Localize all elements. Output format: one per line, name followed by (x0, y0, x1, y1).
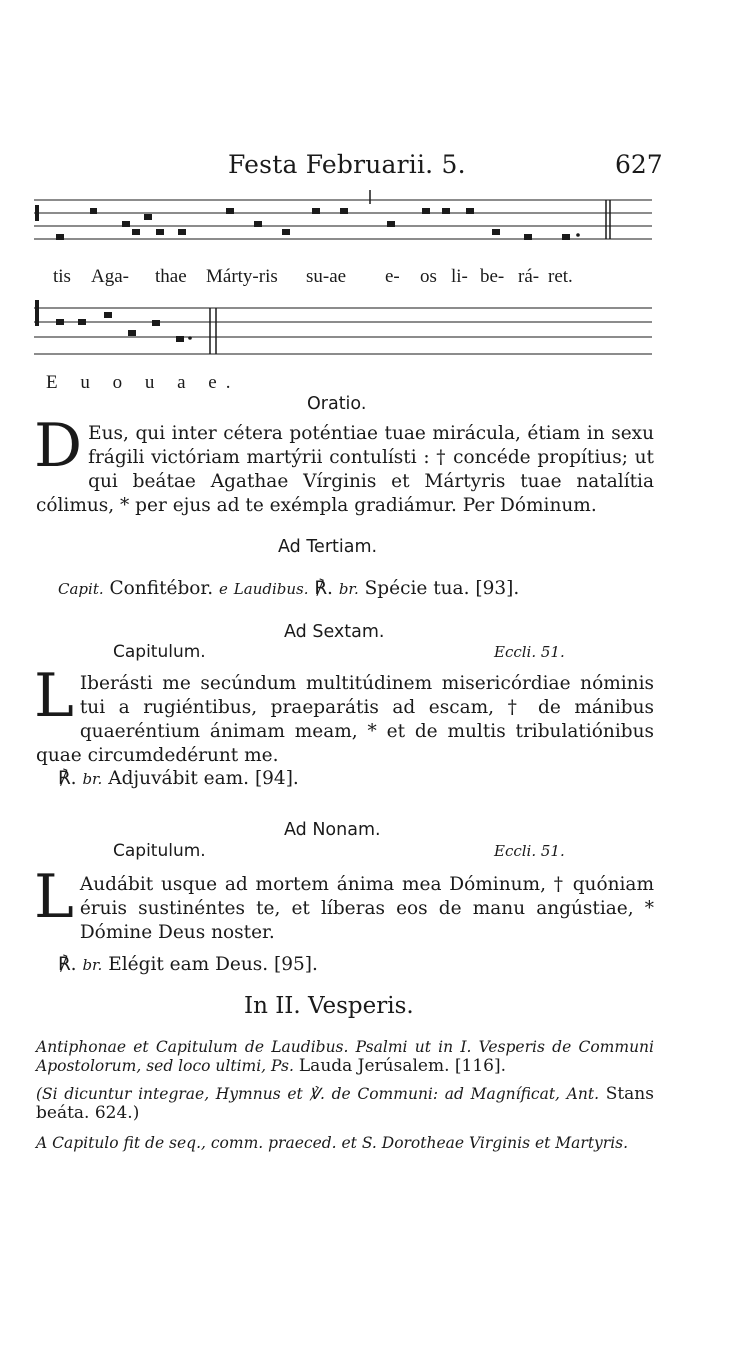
chant-staff-2 (30, 298, 655, 362)
chant-syllable: thae (155, 266, 187, 287)
nona-heading: Ad Nonam. (284, 820, 381, 840)
chant-syllable: Aga- (91, 266, 129, 287)
tertia-heading: Ad Tertiam. (278, 537, 378, 557)
running-title: Festa Februarii. 5. (228, 150, 466, 179)
tertia-reference: Capit. Confitébor. e Laudibus. ℟. br. Spécie tua. [93]. (58, 578, 520, 599)
oratio-heading: Oratio. (307, 394, 367, 414)
nona-body: Audábit usque ad mortem ánima mea Dóminum, † quóniam éruis sustinéntes te, et líberas eos de manu angústiae, * Dómine Deus noster. (79, 874, 654, 943)
chant-staff-1 (30, 188, 655, 258)
chant-syllable: be- (480, 266, 505, 287)
page-number: 627 (615, 150, 663, 179)
drop-cap: L (34, 862, 74, 932)
sexta-heading: Ad Sextam. (284, 622, 385, 642)
oratio-body: Eus, qui inter cétera poténtiae tuae mirácula, étiam in sexu frágili victóriam martýrii contulísti : † concéde propítius; ut qui beátae Agathae Vírginis et Mártyris tuae natalítia cólimus, * per ejus ad te exémpla gradiámur. Per Dóminum. (36, 423, 654, 516)
c-clef (35, 205, 39, 221)
chant-syllable: li- (451, 266, 468, 287)
chant-syllable: tis (53, 266, 71, 287)
sexta-responsory: ℟. br. Adjuvábit eam. [94]. (58, 768, 299, 789)
nona-responsory: ℟. br. Elégit eam Deus. [95]. (58, 954, 318, 975)
vespers-rubric-3: A Capitulo fit de seq., comm. praeced. et S. Dorotheae Virginis et Martyris. (36, 1134, 629, 1152)
chant-syllable: ret. (548, 266, 573, 287)
scripture-source: Eccli. 51. (494, 842, 565, 860)
chant-syllable: Márty-ris (206, 266, 278, 287)
chant-syllable: su-ae (306, 266, 347, 287)
capitulum-label: Capitulum. (113, 642, 206, 662)
vespers-rubric-2: (Si dicuntur integrae, Hymnus et ℣. de Communi: ad Magníficat, Ant. Stans beáta. 624.) (36, 1084, 654, 1123)
vespers-rubric-1: Antiphonae et Capitulum de Laudibus. Psalmi ut in I. Vesperis de Communi Apostolorum, sed loco ultimi, Ps. Lauda Jerúsalem. [116]. (36, 1038, 654, 1076)
oratio-text (34, 411, 654, 518)
euouae: E u o u a e. (46, 372, 240, 393)
scripture-source: Eccli. 51. (494, 643, 565, 661)
drop-cap: L (34, 661, 74, 731)
sexta-body: Iberásti me secúndum multitúdinem misericórdiae nóminis tui a rugiéntibus, praeparátis ad escam, † de mánibus quaeréntium ánimam meam, * et de multis tribulatiónibus quae circumdedérunt me. (36, 673, 654, 766)
chant-syllable: e- (385, 266, 400, 287)
nona-capitulum-text (34, 862, 654, 945)
drop-cap: D (34, 411, 83, 481)
vespers-title: In II. Vesperis. (244, 993, 414, 1019)
sexta-capitulum-text (34, 661, 654, 768)
chant-syllable: os (420, 266, 437, 287)
chant-syllable: rá- (518, 266, 540, 287)
c-clef (35, 300, 39, 326)
capitulum-label: Capitulum. (113, 841, 206, 861)
